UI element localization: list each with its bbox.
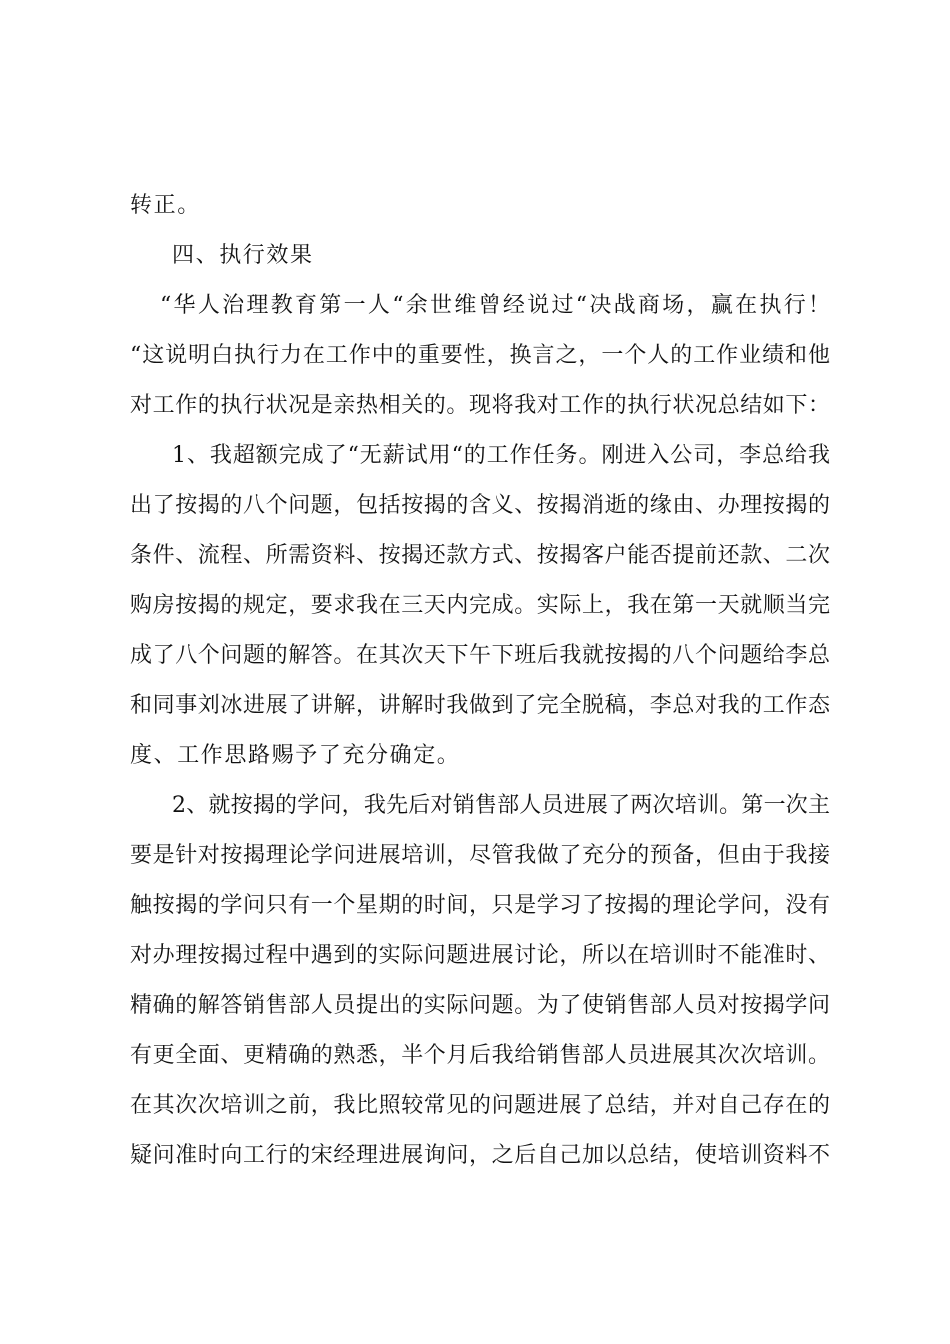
paragraph-line: 1、我超额完成了“无薪试用“的工作任务。刚进入公司，李总给我 — [172, 443, 830, 468]
paragraph-line: “华人治理教育第一人“余世维曾经说过“决战商场，赢在执行！ — [160, 293, 830, 318]
paragraph-line: 和同事刘冰进展了讲解，讲解时我做到了完全脱稿，李总对我的工作态 — [130, 693, 830, 718]
paragraph-line: 成了八个问题的解答。在其次天下午下班后我就按揭的八个问题给李总 — [130, 643, 830, 668]
paragraph-line: 对工作的执行状况是亲热相关的。现将我对工作的执行状况总结如下： — [130, 393, 830, 418]
paragraph-line: 触按揭的学问只有一个星期的时间，只是学习了按揭的理论学问，没有 — [130, 893, 830, 918]
paragraph-line: 对办理按揭过程中遇到的实际问题进展讨论，所以在培训时不能准时、 — [130, 943, 830, 968]
paragraph-line: 度、工作思路赐予了充分确定。 — [130, 743, 461, 768]
paragraph-line: 出了按揭的八个问题，包括按揭的含义、按揭消逝的缘由、办理按揭的 — [130, 493, 830, 518]
paragraph-line: 2、就按揭的学问，我先后对销售部人员进展了两次培训。第一次主 — [172, 793, 830, 818]
paragraph-line: “这说明白执行力在工作中的重要性，换言之，一个人的工作业绩和他 — [130, 343, 830, 368]
paragraph-line: 有更全面、更精确的熟悉，半个月后我给销售部人员进展其次次培训。 — [130, 1043, 830, 1068]
section-heading: 四、执行效果 — [172, 243, 314, 268]
paragraph-line: 条件、流程、所需资料、按揭还款方式、按揭客户能否提前还款、二次 — [130, 543, 830, 568]
paragraph-line: 转正。 — [130, 193, 201, 218]
paragraph-line: 要是针对按揭理论学问进展培训，尽管我做了充分的预备，但由于我接 — [130, 843, 830, 868]
paragraph-line: 购房按揭的规定，要求我在三天内完成。实际上，我在第一天就顺当完 — [130, 593, 830, 618]
paragraph-line: 在其次次培训之前，我比照较常见的问题进展了总结，并对自己存在的 — [130, 1093, 830, 1118]
paragraph-line: 精确的解答销售部人员提出的实际问题。为了使销售部人员对按揭学问 — [130, 993, 830, 1018]
paragraph-line: 疑问准时向工行的宋经理进展询问，之后自己加以总结，使培训资料不 — [130, 1143, 830, 1168]
